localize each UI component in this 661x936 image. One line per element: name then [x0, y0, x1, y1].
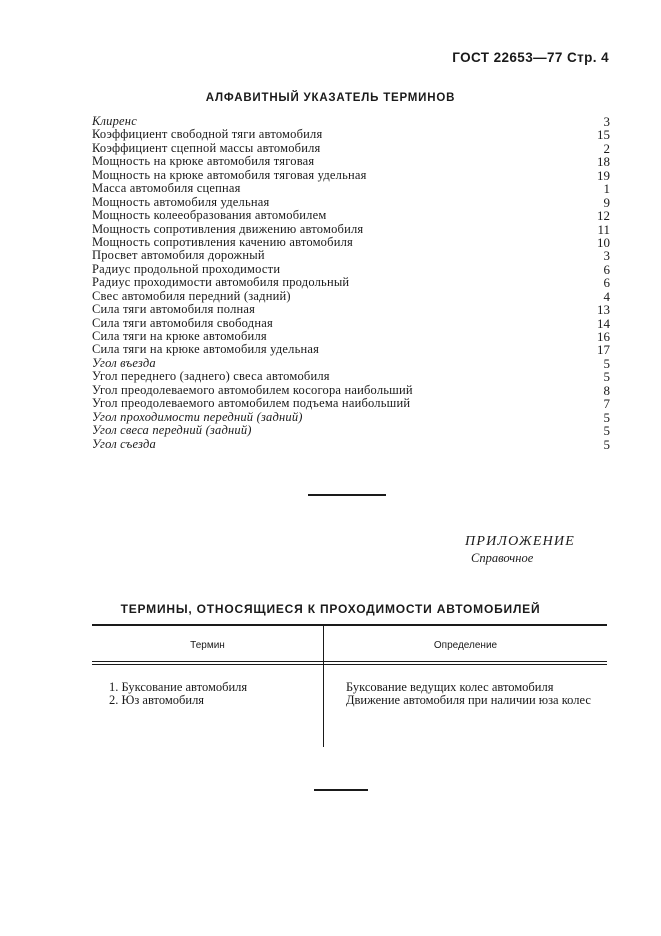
index-entry-term: Коэффициент сцепной массы автомобиля	[92, 140, 321, 155]
index-entry-page: 2	[603, 140, 610, 156]
index-entry-page: 15	[597, 127, 610, 143]
index-entry-page: 12	[597, 208, 610, 224]
table-header-definition: Определение	[433, 640, 498, 651]
index-entry	[92, 438, 610, 451]
index-entry-page: 5	[603, 369, 610, 385]
index-entry-term: Свес автомобиля передний (задний)	[92, 288, 291, 303]
table-row-1-term: 1. Буксование автомобиля	[109, 680, 248, 694]
index-entry	[92, 155, 610, 168]
index-entry-term: Угол преодолеваемого автомобилем подъема наибольший	[92, 396, 411, 411]
index-entry	[92, 182, 610, 195]
index-entry	[92, 330, 610, 343]
index-entry-term: Мощность сопротивления качению автомобиля	[92, 234, 353, 249]
index-entry	[92, 142, 610, 155]
table-row-1-definition: Буксование ведущих колес автомобиля	[346, 680, 554, 694]
index-entry-term: Сила тяги на крюке автомобиля	[92, 329, 267, 343]
index-entry-page: 9	[603, 194, 610, 210]
table-header-rule	[92, 661, 607, 662]
index-entry	[92, 115, 610, 128]
index-entry-term: Клиренс	[92, 114, 137, 128]
index-entry	[92, 397, 610, 410]
appendix-subtitle: Справочное	[471, 551, 534, 565]
terms-table-title: ТЕРМИНЫ, ОТНОСЯЩИЕСЯ К ПРОХОДИМОСТИ АВТОМОБИЛЕЙ	[120, 602, 541, 616]
index-entry-term: Угол переднего (заднего) свеса автомобиля	[92, 369, 330, 384]
table-header-rule-double	[92, 664, 607, 665]
index-entry-term: Мощность на крюке автомобиля тяговая	[92, 154, 315, 169]
table-row-2-term: 2. Юз автомобиля	[109, 693, 205, 707]
index-entry	[92, 357, 610, 370]
index-entry	[92, 209, 610, 222]
index-entry	[92, 236, 610, 249]
index-entry-page: 14	[597, 315, 610, 331]
index-entry	[92, 263, 610, 276]
index-entry-page: 5	[603, 355, 610, 371]
index-entry-page: 5	[603, 423, 610, 439]
index-entry-page: 7	[603, 396, 610, 412]
index-entry	[92, 223, 610, 236]
section-divider	[308, 494, 386, 496]
index-entry-page: 19	[597, 167, 610, 183]
index-entry-term: Сила тяги автомобиля полная	[92, 302, 256, 317]
index-entry-term: Мощность на крюке автомобиля тяговая удельная	[92, 167, 367, 182]
index-entry	[92, 303, 610, 316]
index-entry-page: 17	[597, 342, 610, 358]
index-entry	[92, 128, 610, 141]
index-entry-term: Сила тяги автомобиля свободная	[92, 315, 273, 330]
index-entry-page: 5	[603, 436, 610, 452]
index-entry-term: Радиус продольной проходимости	[92, 261, 281, 276]
index-entry-term: Радиус проходимости автомобиля продольный	[92, 275, 350, 290]
index-entry-term: Мощность сопротивления движению автомобиля	[92, 221, 364, 236]
index-entry	[92, 249, 610, 262]
index-entry-term: Коэффициент свободной тяги автомобиля	[92, 127, 323, 142]
index-entry-page: 18	[597, 154, 610, 170]
index-entry-term: Угол проходимости передний (задний)	[92, 409, 303, 424]
page-header: ГОСТ 22653—77 Стр. 4	[452, 50, 609, 65]
appendix-title: ПРИЛОЖЕНИЕ	[465, 534, 575, 549]
end-divider	[314, 789, 368, 791]
index-entry-term: Угол съезда	[92, 436, 156, 451]
index-entry	[92, 169, 610, 182]
index-entry-term: Масса автомобиля сцепная	[92, 181, 241, 196]
index-entry-page: 6	[603, 275, 610, 291]
index-entry-page: 1	[603, 181, 610, 197]
index-entry-term: Угол свеса передний (задний)	[92, 423, 252, 438]
index-entry-term: Мощность колееобразования автомобилем	[92, 208, 327, 223]
index-entry-term: Сила тяги на крюке автомобиля удельная	[92, 342, 320, 357]
index-entry-page: 3	[603, 114, 610, 129]
table-top-rule	[92, 624, 607, 626]
index-entry	[92, 384, 610, 397]
index-title: АЛФАВИТНЫЙ УКАЗАТЕЛЬ ТЕРМИНОВ	[205, 92, 456, 104]
index-entry-page: 4	[603, 288, 610, 304]
index-entry	[92, 370, 610, 383]
index-entry-page: 5	[603, 409, 610, 425]
table-header-term: Термин	[190, 640, 225, 651]
index-entry	[92, 317, 610, 330]
index-entry-term: Мощность автомобиля удельная	[92, 194, 270, 209]
index-entry-page: 8	[603, 382, 610, 398]
index-entry-page: 3	[603, 248, 610, 264]
index-entry-page: 13	[597, 302, 610, 318]
index-entry-page: 10	[597, 234, 610, 250]
index-entry-page: 16	[597, 329, 610, 344]
index-entry-term: Угол въезда	[92, 355, 156, 370]
index-entry	[92, 290, 610, 303]
index-entry-page: 6	[603, 261, 610, 277]
index-entry	[92, 411, 610, 424]
index-entry	[92, 196, 610, 209]
table-row-2-definition: Движение автомобиля при наличии юза колес	[346, 693, 591, 707]
index-entry-term: Угол преодолеваемого автомобилем косогора наибольший	[92, 382, 413, 397]
index-entry	[92, 424, 610, 437]
index-entry	[92, 276, 610, 289]
index-entry-page: 11	[597, 221, 610, 237]
index-list	[92, 115, 610, 451]
index-entry	[92, 343, 610, 356]
index-entry-term: Просвет автомобиля дорожный	[92, 248, 265, 263]
